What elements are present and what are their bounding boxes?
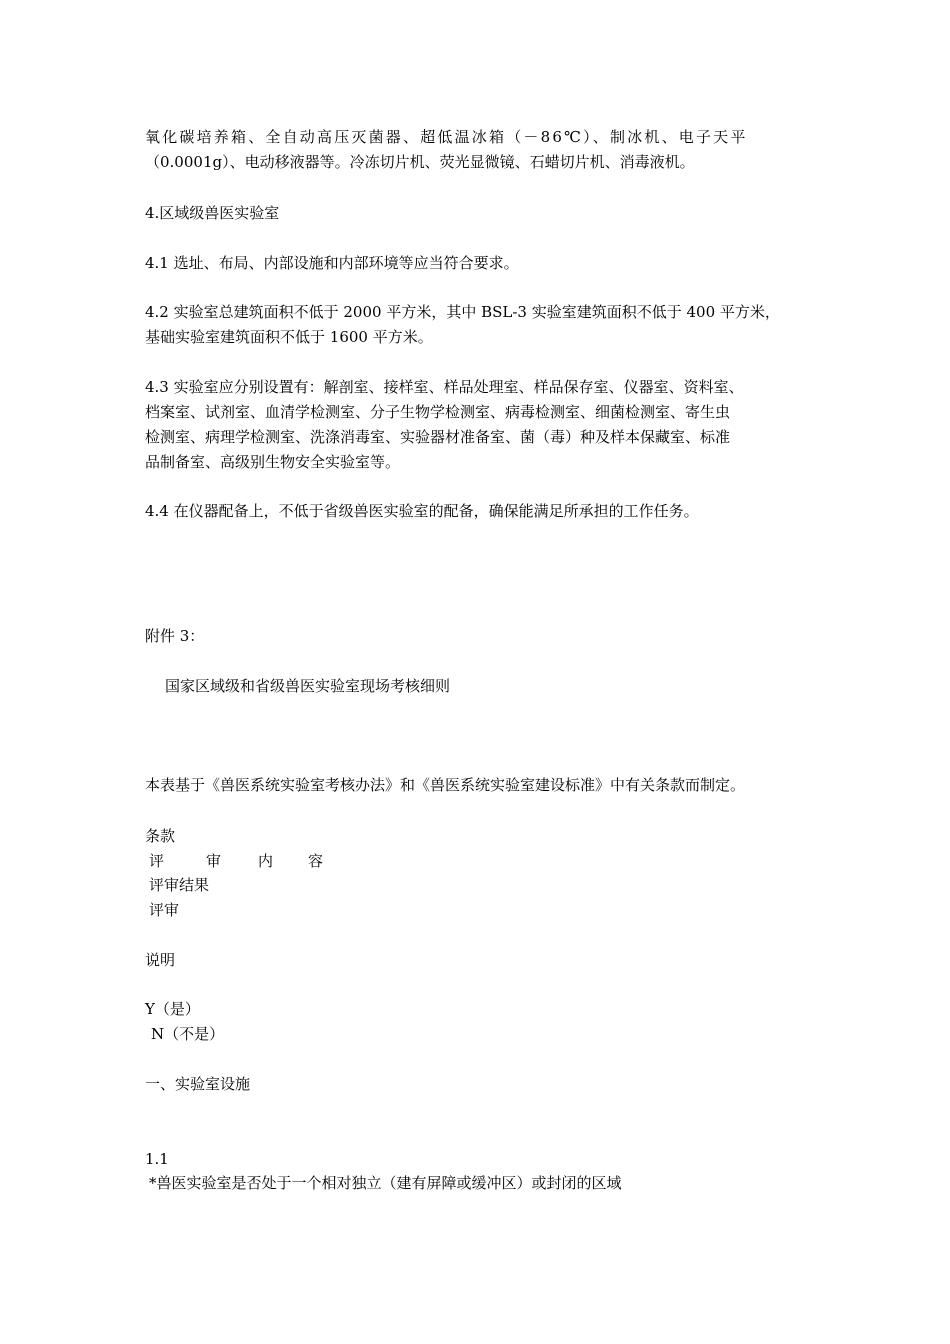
equipment-paragraph-line-1: 氧化碳培养箱、全自动高压灭菌器、超低温冰箱（－86℃）、制冰机、电子天平 xyxy=(145,128,748,146)
paragraph-4-3-line-1: 4.3 实验室应分别设置有：解剖室、接样室、样品处理室、样品保存室、仪器室、资料室、 xyxy=(145,378,744,396)
paragraph-4-3-line-2: 档案室、试剂室、血清学检测室、分子生物学检测室、病毒检测室、细菌检测室、寄生虫 xyxy=(145,403,731,421)
table-header-review: 评审 xyxy=(149,901,180,919)
attachment-label: 附件 3： xyxy=(145,627,205,645)
table-header-no: N（不是） xyxy=(151,1025,225,1043)
table-header-review-result: 评审结果 xyxy=(149,876,210,894)
review-content-char-4: 容 xyxy=(308,852,324,870)
item-1-1-text: *兽医实验室是否处于一个相对独立（建有屏障或缓冲区）或封闭的区域 xyxy=(149,1174,622,1192)
attachment-title: 国家区域级和省级兽医实验室现场考核细则 xyxy=(165,677,451,695)
attachment-intro: 本表基于《兽医系统实验室考核办法》和《兽医系统实验室建设标准》中有关条款而制定。 xyxy=(145,776,746,794)
table-header-explanation: 说明 xyxy=(145,951,176,969)
table-header-yes: Y（是） xyxy=(145,1000,200,1018)
section-4-heading: 4.区域级兽医实验室 xyxy=(145,204,280,222)
review-content-char-3: 内 xyxy=(258,852,274,870)
equipment-paragraph-line-2: （0.0001g）、电动移液器等。冷冻切片机、荧光显微镜、石蜡切片机、消毒液机。 xyxy=(145,153,695,171)
section-one-heading: 一、实验室设施 xyxy=(145,1075,251,1093)
table-header-clause: 条款 xyxy=(145,827,176,845)
item-1-1-number: 1.1 xyxy=(145,1150,169,1168)
paragraph-4-2-line-1: 4.2 实验室总建筑面积不低于 2000 平方米，其中 BSL-3 实验室建筑面积不低于 400 平方米， xyxy=(145,303,780,321)
review-content-char-2: 审 xyxy=(206,852,222,870)
paragraph-4-4: 4.4 在仪器配备上，不低于省级兽医实验室的配备，确保能满足所承担的工作任务。 xyxy=(145,502,699,520)
table-header-review-content xyxy=(149,851,323,871)
paragraph-4-3-line-4: 品制备室、高级别生物安全实验室等。 xyxy=(145,453,401,471)
paragraph-4-2-line-2: 基础实验室建筑面积不低于 1600 平方米。 xyxy=(145,328,433,346)
paragraph-4-3-line-3: 检测室、病理学检测室、洗涤消毒室、实验器材准备室、菌（毒）种及样本保藏室、标准 xyxy=(145,428,731,446)
paragraph-4-1: 4.1 选址、布局、内部设施和内部环境等应当符合要求。 xyxy=(145,254,519,272)
review-content-char-1: 评 xyxy=(149,852,165,870)
